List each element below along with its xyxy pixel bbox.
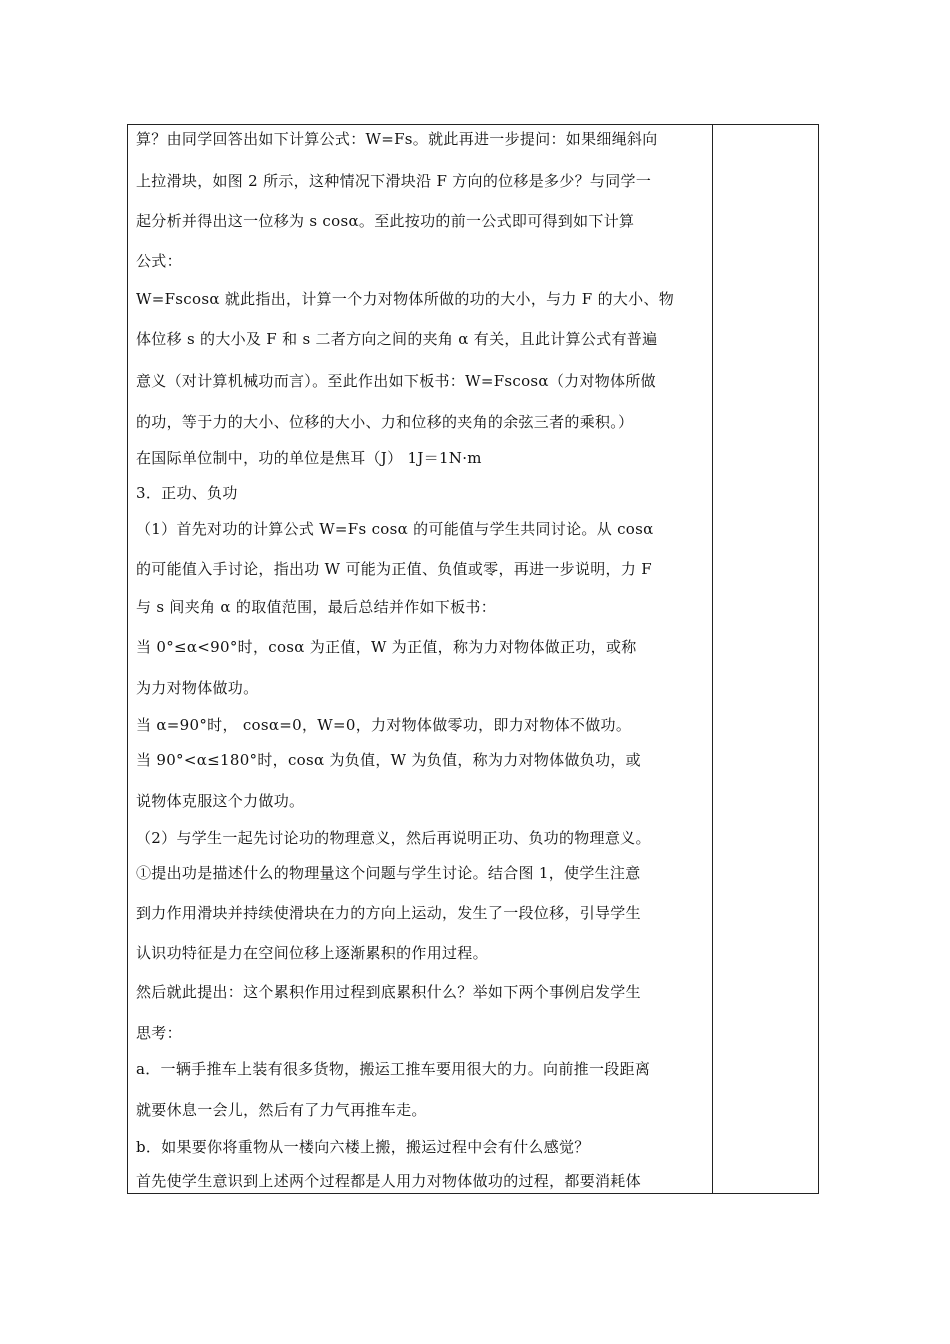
- text-line: W=Fscosα 就此指出，计算一个力对物体所做的功的大小，与力 F 的大小、物: [136, 290, 675, 308]
- text-line: 然后就此提出：这个累积作用过程到底累积什么？举如下两个事例启发学生: [136, 983, 641, 1001]
- text-line: 当 90°<α≤180°时，cosα 为负值，W 为负值，称为力对物体做负功，或: [136, 751, 641, 769]
- text-line: 说物体克服这个力做功。: [136, 792, 305, 810]
- text-line: 上拉滑块，如图 2 所示，这种情况下滑块沿 F 方向的位移是多少？与同学一: [136, 172, 652, 190]
- text-line: 的可能值入手讨论，指出功 W 可能为正值、负值或零，再进一步说明，力 F: [136, 560, 652, 578]
- text-line: 体位移 s 的大小及 F 和 s 二者方向之间的夹角 α 有关，且此计算公式有普遍: [136, 330, 658, 348]
- text-line: 算？由同学回答出如下计算公式：W=Fs。就此再进一步提问：如果细绳斜向: [136, 130, 658, 148]
- text-line: 在国际单位制中，功的单位是焦耳（J） 1J＝1N·m: [136, 449, 482, 467]
- text-line: 首先使学生意识到上述两个过程都是人用力对物体做功的过程，都要消耗体: [136, 1172, 641, 1190]
- text-line: b．如果要你将重物从一楼向六楼上搬，搬运过程中会有什么感觉？: [136, 1138, 590, 1156]
- text-line: 到力作用滑块并持续使滑块在力的方向上运动，发生了一段位移，引导学生: [136, 904, 641, 922]
- text-line: a．一辆手推车上装有很多货物，搬运工推车要用很大的力。向前推一段距离: [136, 1060, 651, 1078]
- text-line: 公式：: [136, 252, 182, 270]
- text-line: 就要休息一会儿，然后有了力气再推车走。: [136, 1101, 427, 1119]
- text-line: 为力对物体做功。: [136, 679, 259, 697]
- column-divider: [712, 125, 713, 1193]
- text-line: 当 0°≤α<90°时，cosα 为正值，W 为正值，称为力对物体做正功，或称: [136, 638, 637, 656]
- lesson-table: [127, 124, 819, 1194]
- text-line: 认识功特征是力在空间位移上逐渐累积的作用过程。: [136, 944, 488, 962]
- text-line: 起分析并得出这一位移为 s cosα。至此按功的前一公式即可得到如下计算: [136, 212, 635, 230]
- text-line: （2）与学生一起先讨论功的物理意义，然后再说明正功、负功的物理意义。: [136, 829, 651, 847]
- text-line: 的功，等于力的大小、位移的大小、力和位移的夹角的余弦三者的乘积。）: [136, 413, 634, 431]
- text-line: 与 s 间夹角 α 的取值范围，最后总结并作如下板书：: [136, 598, 497, 616]
- text-line: （1）首先对功的计算公式 W=Fs cosα 的可能值与学生共同讨论。从 cosα: [136, 520, 654, 538]
- text-line: 思考：: [136, 1024, 182, 1042]
- section-heading: 3．正功、负功: [136, 484, 238, 502]
- text-line: 意义（对计算机械功而言）。至此作出如下板书：W=Fscosα（力对物体所做: [136, 372, 656, 390]
- text-line: 当 α=90°时， cosα=0，W=0，力对物体做零功，即力对物体不做功。: [136, 716, 632, 734]
- text-line: ①提出功是描述什么的物理量这个问题与学生讨论。结合图 1，使学生注意: [136, 864, 641, 882]
